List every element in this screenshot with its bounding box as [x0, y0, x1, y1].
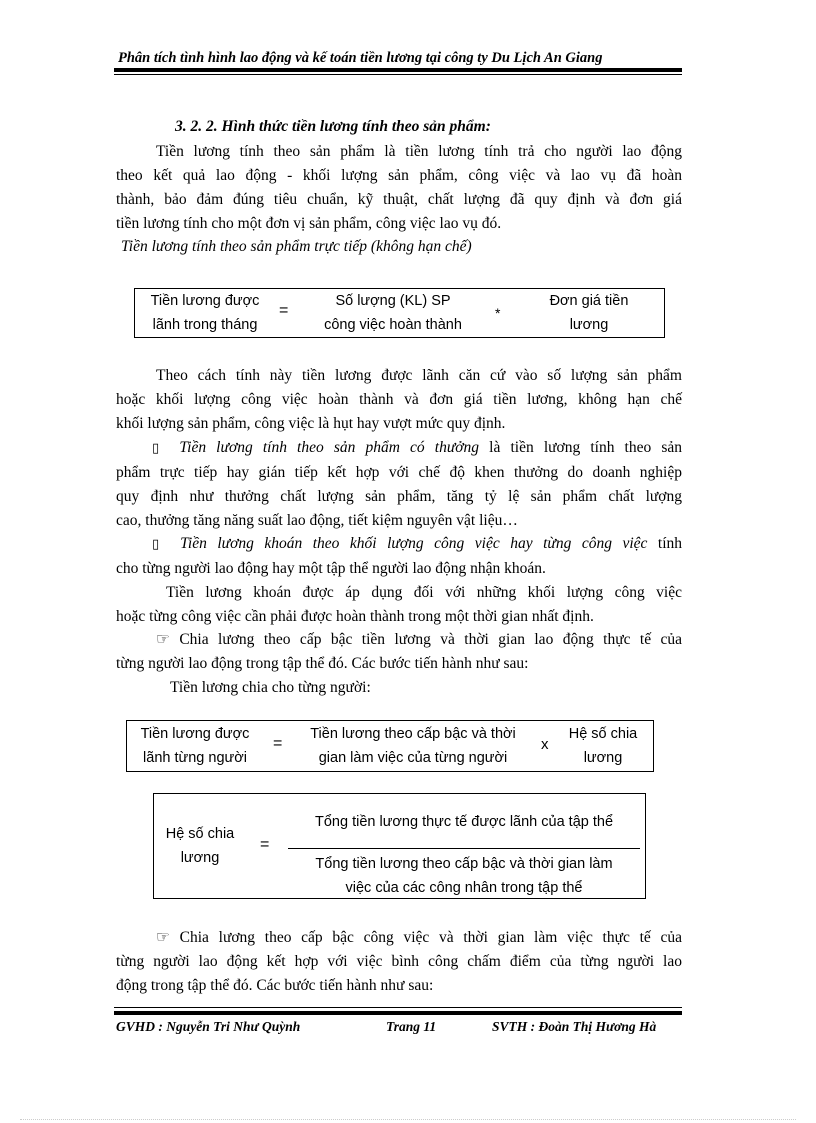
formula2-mid-line2: gian làm việc của từng người [318, 750, 508, 766]
formula3-left-line1: Hệ số chia [165, 826, 235, 842]
formula1-left [139, 289, 271, 337]
formula2-multiply: x [541, 736, 549, 753]
header-rule [114, 68, 682, 72]
formula1-right-line1: Đơn giá tiền [549, 293, 629, 309]
intro-line-4: tiền lương tính cho một đơn vị sản phẩm, công việc lao vụ đó. [116, 215, 502, 232]
formula2-left [129, 722, 261, 770]
formula3-left-line2: lương [180, 850, 220, 866]
bonus-paragraph [116, 436, 682, 533]
formula1-multiply: * [495, 305, 501, 321]
split1-line-2: từng người lao động trong tập thể đó. Các bước tiến hành như sau: [116, 655, 529, 672]
intro-paragraph [116, 140, 682, 236]
intro-line-1: Tiền lương tính theo sản phẩm là tiền lương tính trả cho người lao động [156, 143, 682, 160]
bonus-line-4: cao, thưởng tăng năng suất lao động, tiết kiệm nguyên vật liệu… [116, 512, 518, 529]
pointing-hand-icon: ☞ [156, 929, 170, 946]
formula1-left-line2: lãnh trong tháng [152, 317, 258, 333]
formula1-left-line1: Tiền lương được [150, 293, 260, 309]
footer-rule-thin [114, 1007, 682, 1008]
subheading: Tiền lương tính theo sản phẩm trực tiếp (không hạn chế) [121, 238, 472, 255]
footer-page-number: Trang 11 [386, 1019, 437, 1034]
formula2-right-line2: lương [583, 750, 623, 766]
formula1-mid-line2: công việc hoàn thành [324, 317, 462, 333]
split2-line-2: từng người lao động kết hợp với việc bình công chấm điểm của từng người lao [116, 953, 682, 970]
footer-rule [114, 1011, 682, 1015]
contract-rest: tính [657, 535, 683, 552]
formula2-mid [295, 722, 531, 770]
split2-line-3: động trong tập thể đó. Các bước tiến hành như sau: [116, 977, 434, 994]
formula1-right [523, 289, 655, 337]
formula1-right-line2: lương [569, 317, 609, 333]
page-bottom-dotted-line [20, 1119, 796, 1120]
split2-text-1: Chia lương theo cấp bậc công việc và thời gian làm việc thực tế của [179, 929, 683, 946]
page-header-title: Phân tích tình hình lao động và kế toán tiền lương tại công ty Du Lịch An Giang [118, 50, 603, 66]
square-bullet-icon: ▯ [152, 441, 160, 456]
bonus-line-1 [116, 436, 682, 461]
bonus-line-3: quy định như thưởng chất lượng sản phẩm, tăng tỷ lệ sản phẩm chất lượng [116, 488, 682, 505]
bonus-line-2: phẩm trực tiếp hay gián tiếp kết hợp với chế độ khen thưởng do doanh nghiệp [116, 464, 682, 481]
contract-line-1 [116, 532, 682, 557]
formula3-denom-line1: Tổng tiền lương theo cấp bậc và thời gian làm [315, 856, 613, 872]
para2-line-2: hoặc khối lượng công việc hoàn thành và đơn giá tiền lương, không hạn chế [116, 391, 682, 408]
formula1-equals: = [279, 302, 289, 319]
paragraph-2 [116, 364, 682, 436]
intro-line-2: theo kết quả lao động - khối lượng sản phẩm, công việc và lao vụ đã hoàn [116, 167, 682, 184]
contract-line-2: cho từng người lao động hay một tập thể người lao động nhận khoán. [116, 560, 546, 577]
contract-italic-term: Tiền lương khoán theo khối lượng công việc hay từng công việc [180, 535, 648, 552]
pointing-hand-icon: ☞ [156, 631, 170, 648]
para2-line-1: Theo cách tính này tiền lương được lãnh căn cứ vào số lượng sản phẩm [156, 367, 682, 384]
contract-line-4: hoặc từng công việc cần phải được hoàn thành trong một thời gian nhất định. [116, 608, 594, 625]
section-heading: 3. 2. 2. Hình thức tiền lương tính theo sản phẩm: [175, 118, 491, 135]
formula2-left-line1: Tiền lương được [140, 726, 250, 742]
footer-student: SVTH : Đoàn Thị Hương Hà [492, 1019, 657, 1034]
bonus-italic-term: Tiền lương tính theo sản phẩm có thưởng [179, 439, 480, 456]
formula-coefficient [153, 793, 646, 899]
formula3-denominator [288, 852, 640, 900]
intro-line-3: thành, bảo đảm đúng tiêu chuẩn, kỹ thuật, chất lượng đã quy định và đơn giá [116, 191, 682, 208]
fraction-bar [288, 848, 640, 849]
split1-text-1: Chia lương theo cấp bậc tiền lương và thời gian lao động thực tế của [179, 631, 683, 648]
bonus-rest: là tiền lương tính theo sản [489, 439, 683, 456]
formula1-mid-line1: Số lượng (KL) SP [335, 293, 451, 309]
formula3-equals: = [260, 836, 270, 853]
formula2-right-line1: Hệ số chia [568, 726, 638, 742]
split1-line-1 [116, 628, 682, 652]
split2-paragraph [116, 926, 682, 998]
formula2-mid-line1: Tiền lương theo cấp bậc và thời [310, 726, 516, 742]
formula3-numerator: Tổng tiền lương thực tế được lãnh của tập thể [314, 814, 614, 830]
formula2-right [557, 722, 649, 770]
formula3-denom-line2: việc của các công nhân trong tập thể [345, 880, 583, 896]
footer-advisor: GVHD : Nguyễn Tri Như Quỳnh [116, 1019, 301, 1034]
para2-line-3: khối lượng sản phẩm, công việc là hụt hay vượt mức quy định. [116, 415, 506, 432]
split2-line-1 [116, 926, 682, 950]
contract-paragraph [116, 532, 682, 629]
split1-paragraph [116, 628, 682, 700]
formula3-left [154, 822, 246, 870]
formula-individual-wage [126, 720, 654, 772]
contract-line-3: Tiền lương khoán được áp dụng đối với những khối lượng công việc [166, 584, 682, 601]
formula-direct-piece-rate [134, 288, 665, 338]
square-bullet-icon: ▯ [152, 537, 160, 552]
formula2-left-line2: lãnh từng người [143, 750, 247, 766]
header-rule-thin [114, 74, 682, 75]
split1-line-3: Tiền lương chia cho từng người: [170, 679, 371, 696]
formula1-mid [303, 289, 483, 337]
formula2-equals: = [273, 735, 283, 752]
